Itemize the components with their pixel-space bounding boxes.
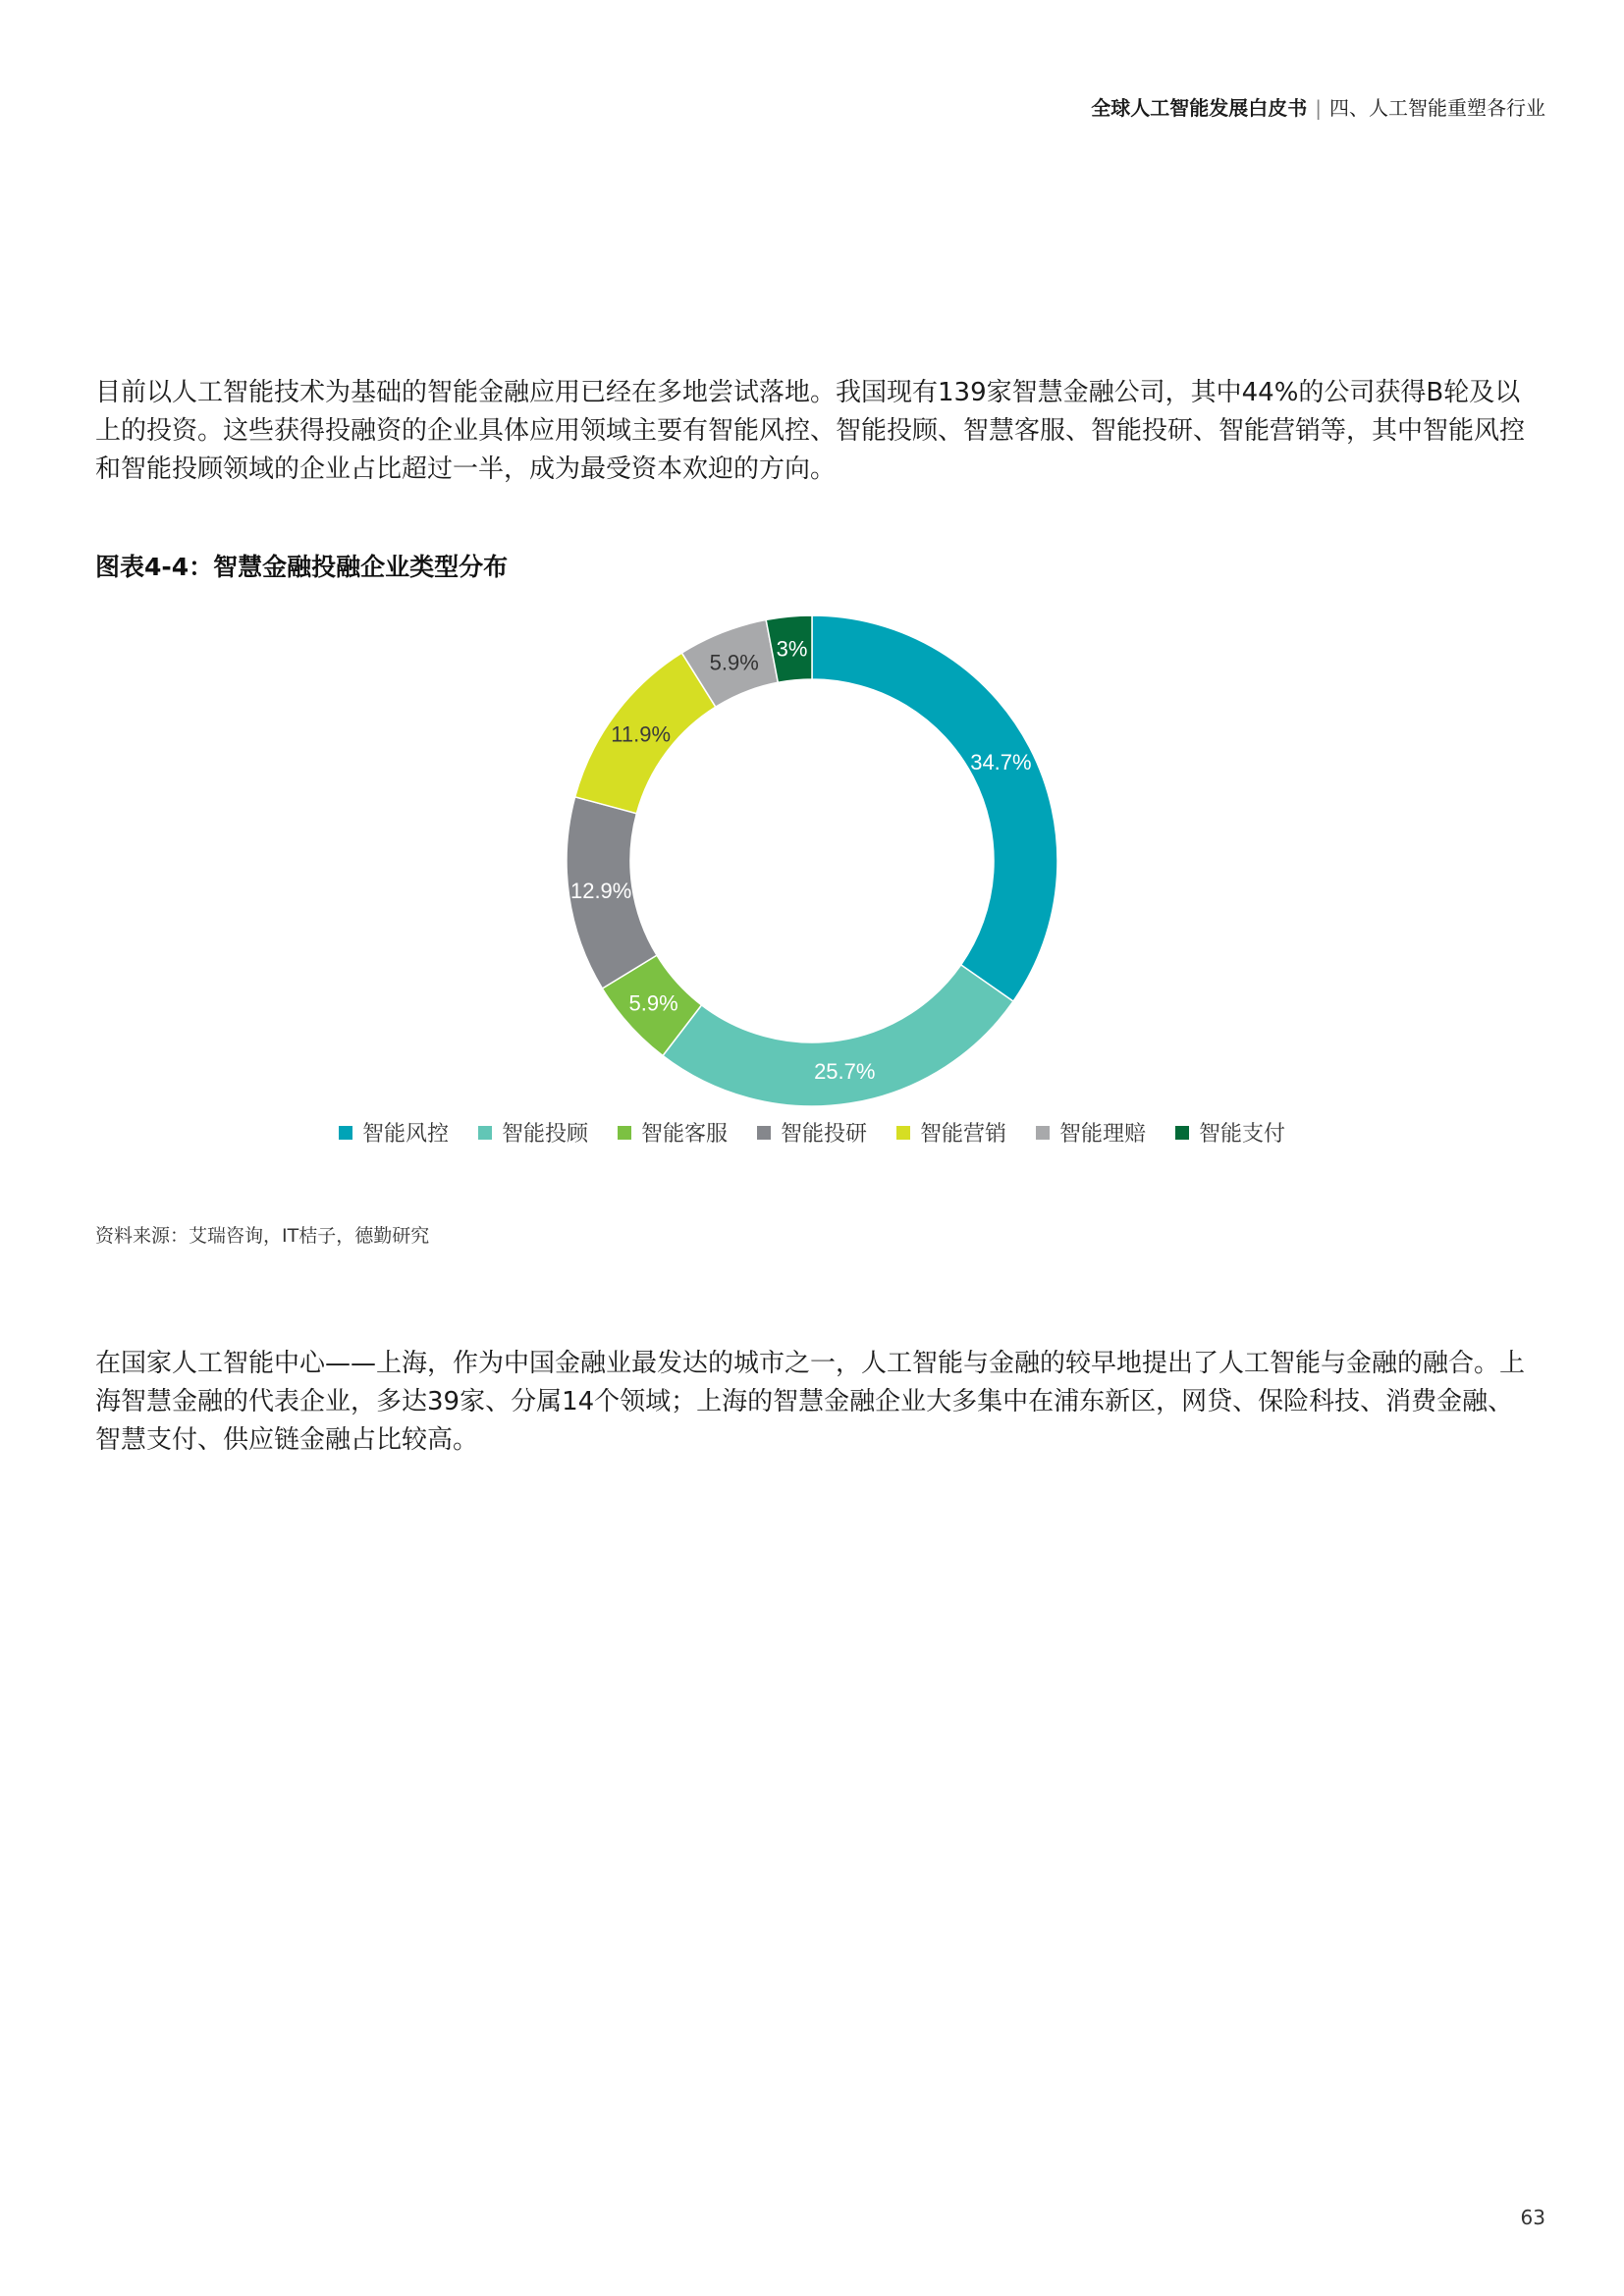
legend-swatch xyxy=(478,1126,492,1140)
donut-slice-label-3: 5.9% xyxy=(628,990,678,1016)
donut-slice-label-5: 11.9% xyxy=(611,721,672,747)
body-paragraph-1: 目前以人工智能技术为基础的智能金融应用已经在多地尝试落地。我国现有139家智慧金融公司，其中44%的公司获得B轮及以上的投资。这些获得投融资的企业具体应用领域主要有智能风控、智能投顾、智慧客服、智能投研、智能营销等，其中智能风控和智能投顾领域的企业占比超过一半，成为最受资本欢迎的方向。 xyxy=(95,378,1526,484)
legend-swatch xyxy=(1036,1126,1050,1140)
header-title: 全球人工智能发展白皮书 xyxy=(1091,96,1308,120)
legend-label: 智能理赔 xyxy=(1059,1122,1147,1147)
header-section: 四、人工智能重塑各行业 xyxy=(1329,96,1545,120)
legend-label: 智能客服 xyxy=(640,1122,728,1147)
donut-slice-1 xyxy=(812,615,1057,1001)
legend-label: 智能风控 xyxy=(361,1122,449,1147)
header-separator: | xyxy=(1315,96,1322,120)
legend-swatch xyxy=(339,1126,352,1140)
page-number: 63 xyxy=(1520,2206,1545,2229)
legend-item xyxy=(896,1117,1006,1148)
body-paragraph-2: 在国家人工智能中心——上海，作为中国金融业最发达的城市之一，人工智能与金融的较早地提出了人工智能与金融的融合。上海智慧金融的代表企业，多达39家、分属14个领域；上海的智慧金融企业大多集中在浦东新区，网贷、保险科技、消费金融、智慧支付、供应链金融占比较高。 xyxy=(95,1349,1526,1455)
legend-label: 智能投研 xyxy=(780,1122,867,1147)
legend-swatch xyxy=(757,1126,771,1140)
donut-chart xyxy=(550,599,1074,1123)
donut-slice-label-7: 3% xyxy=(776,636,808,662)
legend-item xyxy=(1036,1117,1146,1148)
figure-source: 资料来源：艾瑞咨询，IT桔子，德勤研究 xyxy=(95,1225,430,1247)
legend-swatch xyxy=(618,1126,631,1140)
donut-slice-2 xyxy=(663,965,1013,1106)
donut-slice-label-1: 34.7% xyxy=(970,750,1032,775)
legend-label: 智能投顾 xyxy=(501,1122,588,1147)
legend-item xyxy=(339,1117,449,1148)
legend-swatch xyxy=(896,1126,910,1140)
legend-item xyxy=(618,1117,728,1148)
legend-swatch xyxy=(1175,1126,1189,1140)
legend-item xyxy=(757,1117,867,1148)
donut-slice-label-4: 12.9% xyxy=(569,879,632,904)
page-header xyxy=(1091,92,1545,121)
legend-label: 智能支付 xyxy=(1199,1122,1286,1147)
figure-title: 图表4-4：智慧金融投融企业类型分布 xyxy=(95,553,509,581)
legend-item xyxy=(478,1117,588,1148)
legend-label: 智能营销 xyxy=(920,1122,1007,1147)
donut-slice-label-2: 25.7% xyxy=(814,1058,876,1084)
legend-item xyxy=(1175,1117,1285,1148)
chart-legend xyxy=(0,1117,1624,1148)
donut-slice-label-6: 5.9% xyxy=(709,650,759,675)
